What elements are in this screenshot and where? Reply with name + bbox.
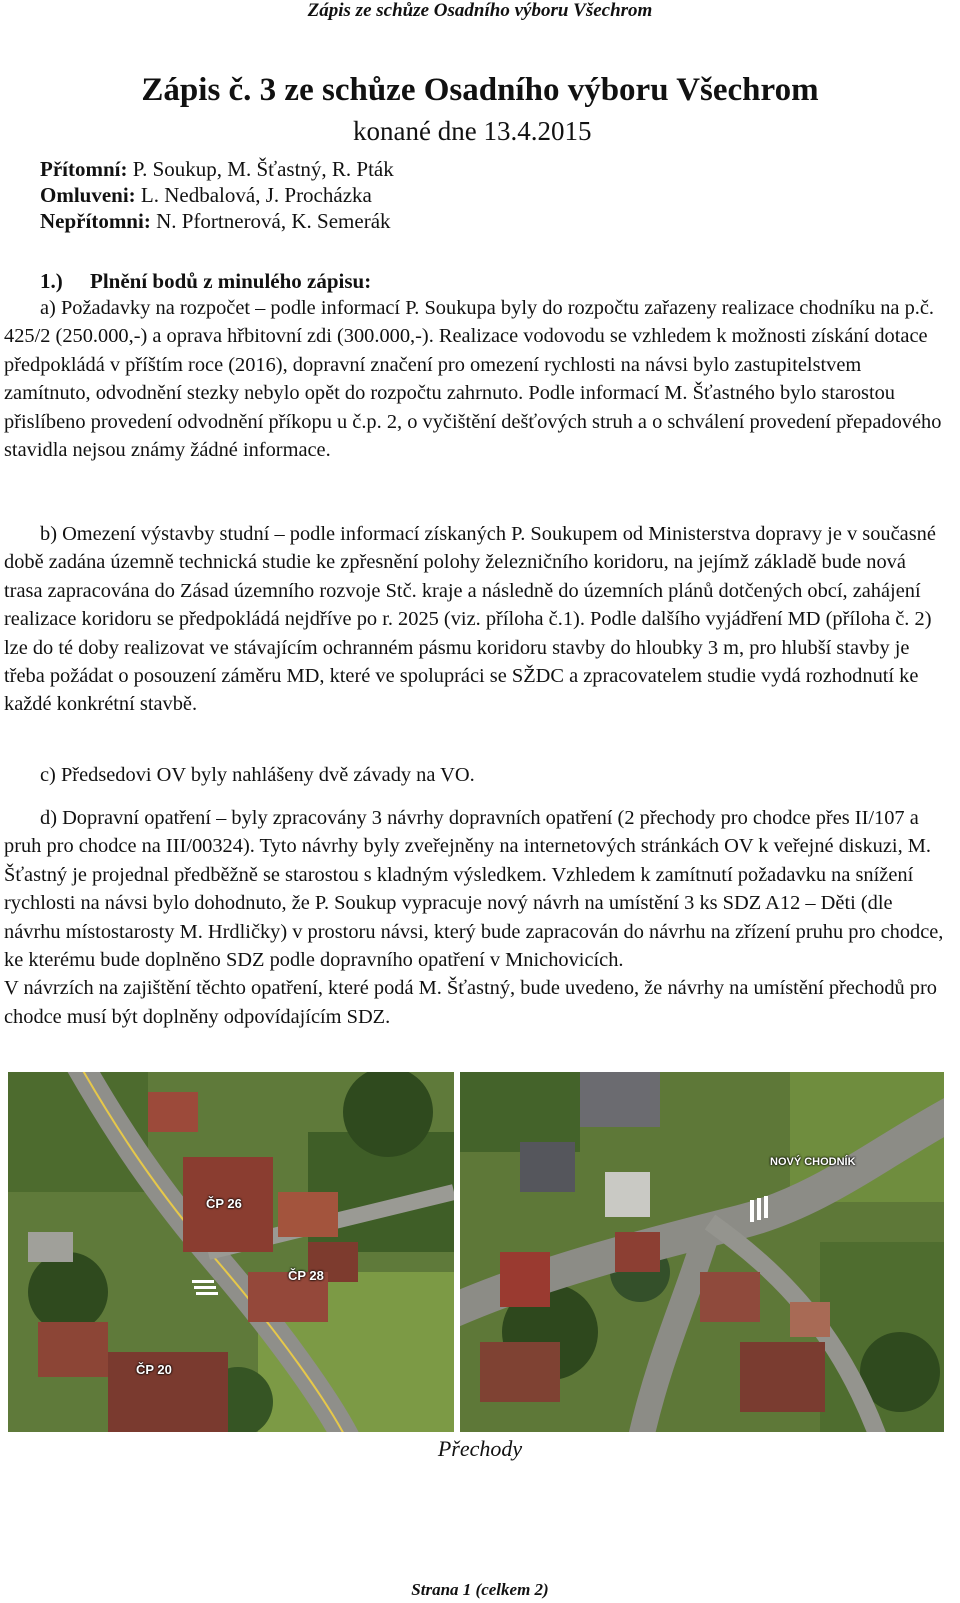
section-title: Plnění bodů z minulého zápisu:: [90, 269, 372, 293]
aerial-photo-left: [8, 1072, 454, 1432]
paragraph-d: [4, 804, 948, 1031]
photo-caption: Přechody: [437, 1436, 523, 1461]
page-footer: Strana 1 (celkem 2): [411, 1580, 549, 1599]
house-label-cp20: ČP 20: [136, 1362, 172, 1377]
attendance-present: [40, 156, 394, 182]
paragraph-a-text: a) Požadavky na rozpočet – podle informací P. Soukupa byly do rozpočtu zařazeny realizace chodníku na p.č. 425/2 (250.000,-) a oprava hřbitovní zdi (300.000,-). Realizace vodovodu se vzhledem k možnosti získání dotace předpokládá v příštím roce (2016), dopravní značení pro omezení rychlosti na návsi bylo zastupitelstvem zamítnuto, odvodnění stezky nebylo opět do rozpočtu zahrnuto. Podle informací M. Šťastného bylo starostou přislíbeno provedení odvodnění příkopu u č.p. 2, o vyčištění dešťových struh a o schválení provedení přepadového stavidla nejsou známy žádné informace.: [4, 297, 942, 462]
paragraph-b-text: b) Omezení výstavby studní – podle informací získaných P. Soukupem od Ministerstva dopravy je v současné době zadána územně technická studie ke zpřesnění polohy železničního koridoru, na jejímž základě bude nová trasa zapracována do Zásad územního rozvoje Stč. kraje a následně do územních plánů dotčených obcí, zahájení realizace koridoru se předpokládá nejdříve po r. 2025 (viz. příloha č.1). Podle dalšího vyjádření MD (příloha č. 2) lze do té doby realizovat ve stávajícím ochranném pásmu koridoru stavby do hloubky 3 m, pro hlubší stavby je třeba požádat o posouzení záměru MD, které ve spolupráci se SŽDC a zpracovatelem studie vydá rozhodnutí ke každé konkrétní stavbě.: [4, 523, 936, 716]
paragraph-d-text: d) Dopravní opatření – byly zpracovány 3 návrhy dopravních opatření (2 přechody pro chodce přes II/107 a pruh pro chodce na III/00324). Tyto návrhy byly zveřejněny na internetových stránkách OV k veřejné diskuzi, M. Šťastný je projednal předběžně se starostou s kladným výsledkem. Vzhledem k zamítnutí požadavku na snížení rychlosti na návsi bylo dohodnuto, že P. Soukup vypracuje nový návrh na umístění 3 ks SDZ A12 – Děti (dle návrhu místostarosty M. Hrdličky) v prostoru návsi, který bude zapracován do návrhu na zřízení pruhu pro chodce, ke kterému bude doplněno SDZ podle dopravního opatření v Mnichovicích.: [4, 807, 944, 972]
document-title: Zápis č. 3 ze schůze Osadního výboru Všechrom: [141, 72, 819, 108]
page-header: Zápis ze schůze Osadního výboru Všechrom: [307, 0, 653, 21]
paragraph-a: [4, 294, 948, 464]
attendance-label: Přítomní:: [40, 157, 128, 181]
attendance-names: P. Soukup, M. Šťastný, R. Pták: [132, 157, 394, 181]
paragraph-c-text: c) Předsedovi OV byly nahlášeny dvě závady na VO.: [40, 764, 475, 786]
paragraph-c: [4, 761, 948, 789]
attendance-absent: [40, 208, 391, 234]
new-sidewalk-label: NOVÝ CHODNÍK: [770, 1156, 856, 1168]
attendance-names: L. Nedbalová, J. Procházka: [140, 183, 372, 207]
attendance-excused: [40, 182, 372, 208]
attendance-label: Nepřítomni:: [40, 209, 151, 233]
house-label-cp28: ČP 28: [288, 1268, 324, 1283]
paragraph-d-continuation: V návrzích na zajištění těchto opatření, které podá M. Šťastný, bude uvedeno, že návrhy na umístění přechodů pro chodce musí být doplněny odpovídajícím SDZ.: [4, 977, 937, 1028]
aerial-photo-right: [460, 1072, 944, 1432]
aerial-photos: [8, 1072, 960, 1432]
house-label-cp26: ČP 26: [206, 1196, 242, 1211]
section-heading: [40, 268, 371, 294]
meeting-date: konané dne 13.4.2015: [353, 116, 592, 146]
section-number: 1.): [40, 269, 63, 293]
paragraph-b: [4, 520, 948, 719]
attendance-names: N. Pfortnerová, K. Semerák: [156, 209, 391, 233]
attendance-label: Omluveni:: [40, 183, 136, 207]
